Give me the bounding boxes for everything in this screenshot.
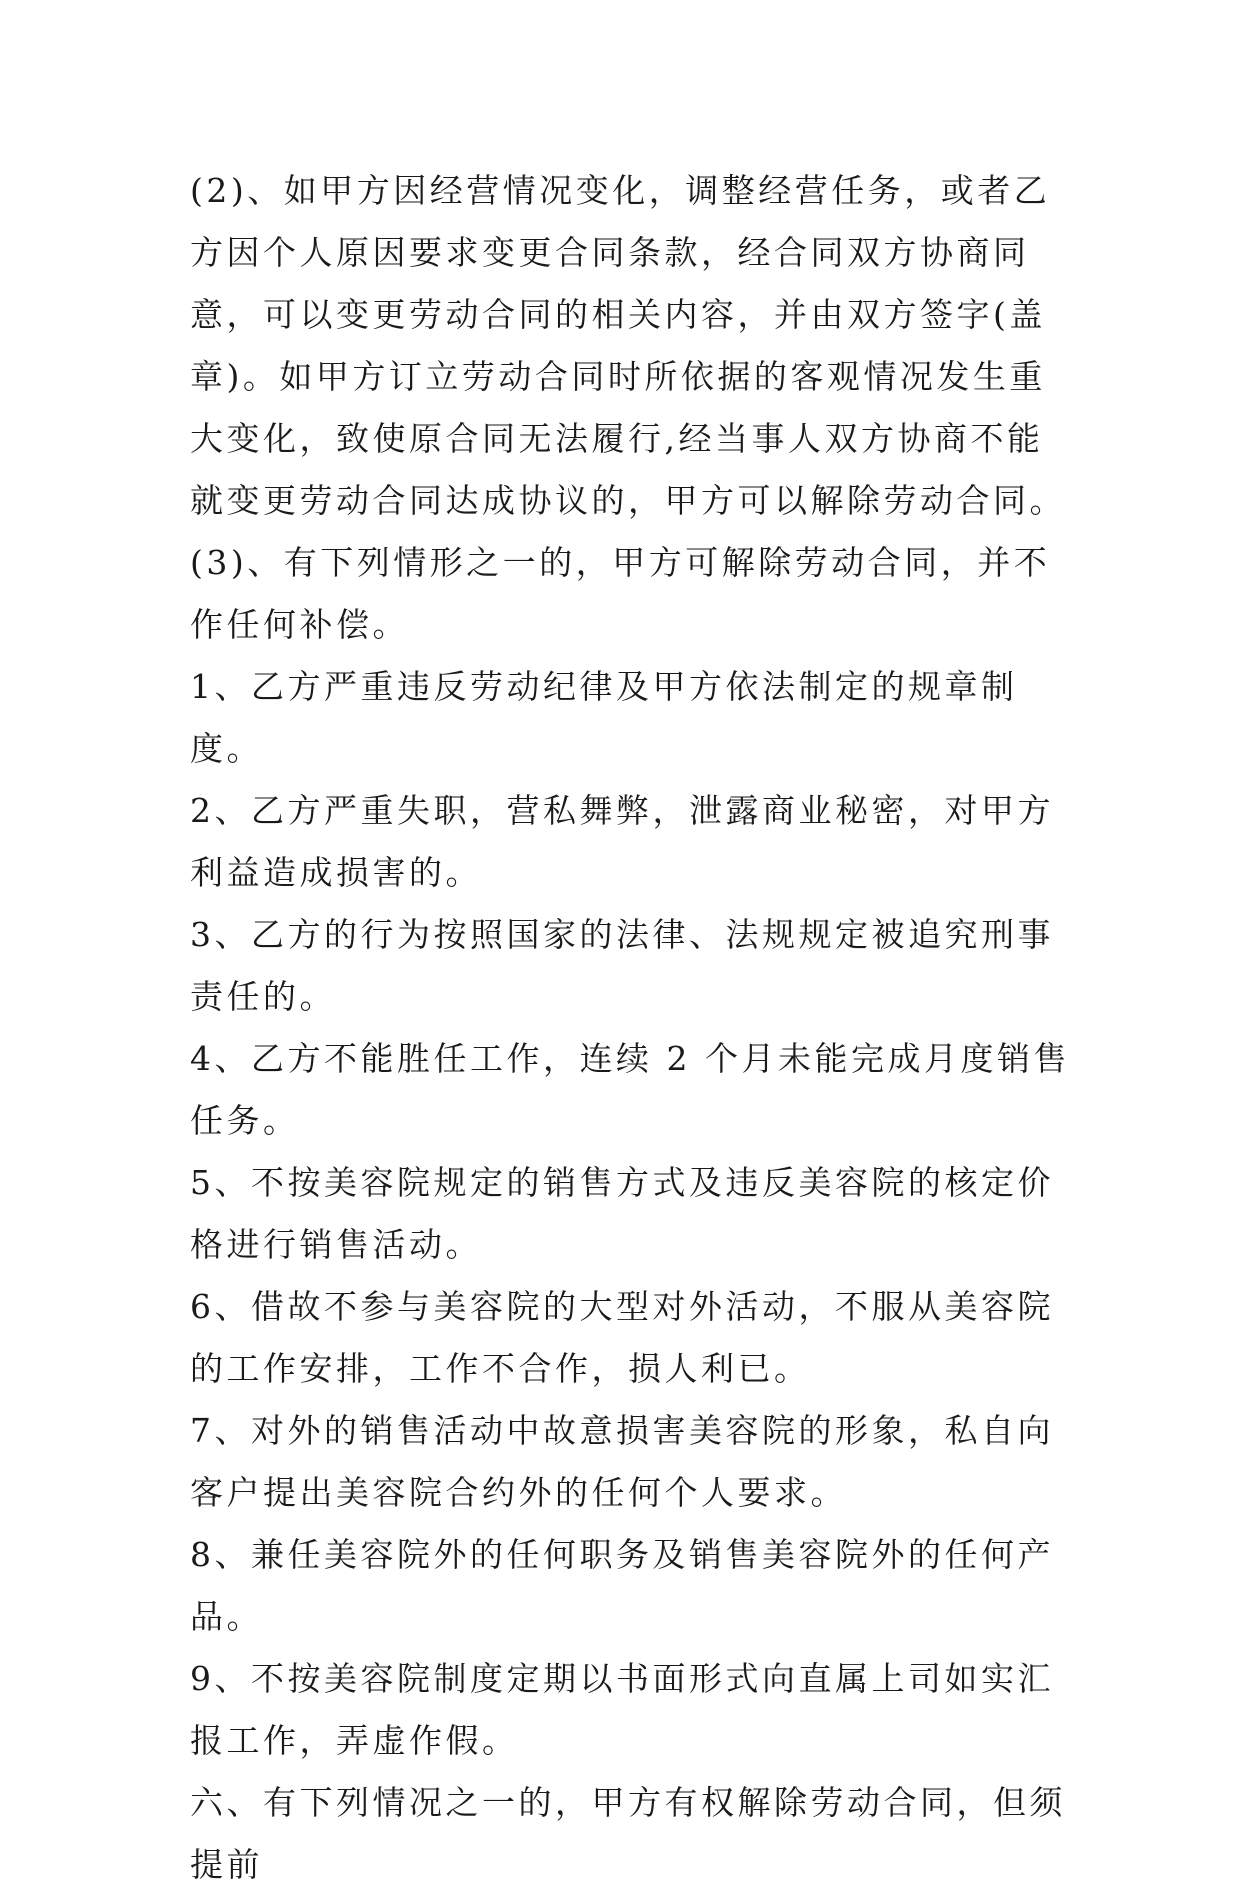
list-item-9: 9、不按美容院制度定期以书面形式向直属上司如实汇报工作，弄虚作假。 [190,1659,1054,1760]
list-item-6: 6、借故不参与美容院的大型对外活动，不服从美容院的工作安排，工作不合作，损人利已。 [190,1287,1054,1388]
list-item-1: 1、乙方严重违反劳动纪律及甲方依法制定的规章制度。 [190,667,1018,768]
paragraph-clause-3: (3)、有下列情形之一的，甲方可解除劳动合同，并不作任何补偿。 [190,543,1051,644]
list-item-8: 8、兼任美容院外的任何职务及销售美容院外的任何产品。 [190,1535,1054,1636]
list-item-3: 3、乙方的行为按照国家的法律、法规规定被追究刑事责任的。 [190,915,1054,1016]
section-six-heading: 六、有下列情况之一的，甲方有权解除劳动合同，但须提前 [190,1783,1066,1884]
list-item-4: 4、乙方不能胜任工作，连续 2 个月未能完成月度销售任务。 [190,1039,1070,1140]
paragraph-clause-2: (2)、如甲方因经营情况变化，调整经营任务，或者乙方因个人原因要求变更合同条款，经合同双方协商同意，可以变更劳动合同的相关内容，并由双方签字(盖章)。如甲方订立劳动合同时所依据的客观情况发生重大变化，致使原合同无法履行,经当事人双方协商不能就变更劳动合同达成协议的，甲方可以解除劳动合同。 [190,171,1066,520]
list-item-2: 2、乙方严重失职，营私舞弊，泄露商业秘密，对甲方利益造成损害的。 [190,791,1054,892]
list-item-7: 7、对外的销售活动中故意损害美容院的形象，私自向客户提出美容院合约外的任何个人要求。 [190,1411,1054,1512]
document-body [190,160,1070,1896]
list-item-5: 5、不按美容院规定的销售方式及违反美容院的核定价格进行销售活动。 [190,1163,1054,1264]
